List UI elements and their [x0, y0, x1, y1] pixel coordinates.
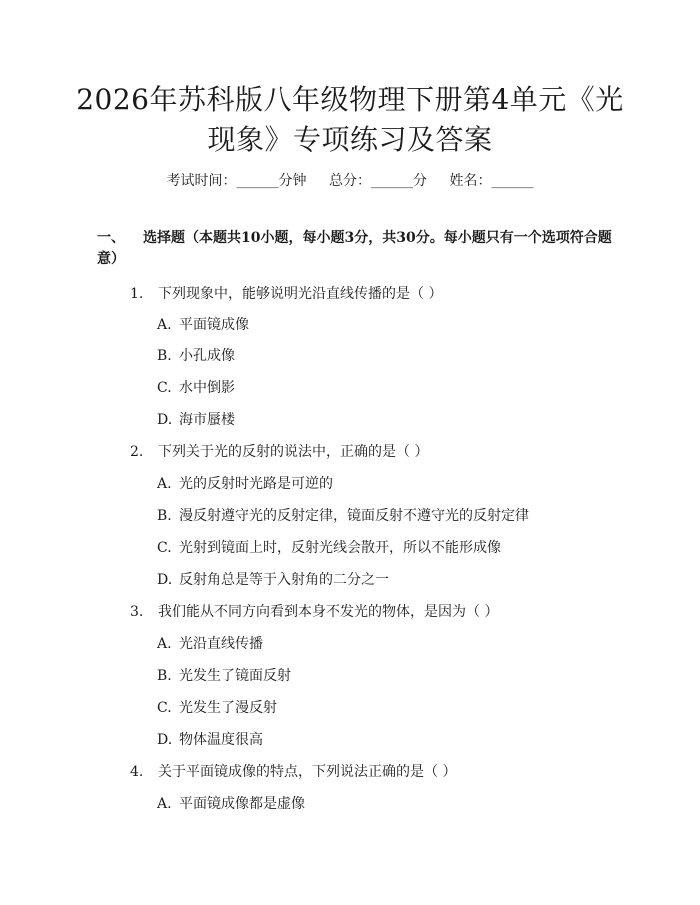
- option-letter: B.: [157, 348, 172, 364]
- question-1: [130, 283, 442, 303]
- option-letter: D.: [157, 732, 173, 748]
- question-text: 我们能从不同方向看到本身不发光的物体，是因为（ ）: [158, 604, 499, 620]
- option-text: 反射角总是等于入射角的二分之一: [179, 572, 389, 588]
- option-letter: A.: [157, 636, 172, 652]
- option-text: 海市蜃楼: [179, 412, 235, 428]
- option-text: 小孔成像: [179, 348, 235, 364]
- title-line-2: 现象》专项练习及答案: [207, 123, 493, 156]
- option-letter: C.: [157, 540, 172, 556]
- option-text: 漫反射遵守光的反射定律，镜面反射不遵守光的反射定律: [179, 508, 529, 524]
- question-2-option-d: [157, 569, 389, 589]
- section-heading: [97, 228, 617, 270]
- question-text: 关于平面镜成像的特点，下列说法正确的是（ ）: [158, 764, 457, 780]
- question-3-option-b: [157, 665, 291, 685]
- option-letter: A.: [157, 476, 172, 492]
- option-text: 光发生了漫反射: [179, 700, 277, 716]
- question-number: 3.: [130, 604, 144, 620]
- option-text: 光沿直线传播: [179, 636, 263, 652]
- option-text: 光发生了镜面反射: [179, 668, 291, 684]
- question-2: [130, 441, 428, 461]
- question-2-option-b: [157, 505, 529, 525]
- option-letter: C.: [157, 700, 172, 716]
- exam-time: 考试时间：______分钟: [166, 173, 307, 189]
- option-text: 平面镜成像: [179, 317, 249, 333]
- option-letter: C.: [157, 380, 172, 396]
- question-3-option-a: [157, 633, 263, 653]
- document-title: [60, 80, 640, 160]
- question-1-option-a: [157, 314, 249, 334]
- question-text: 下列现象中，能够说明光沿直线传播的是（ ）: [158, 286, 443, 302]
- question-1-option-b: [157, 345, 235, 365]
- title-line-1: 2026年苏科版八年级物理下册第4单元《光: [76, 83, 624, 116]
- question-3-option-d: [157, 729, 263, 749]
- question-4-option-a: [157, 793, 305, 813]
- option-letter: B.: [157, 668, 172, 684]
- question-3: [130, 601, 498, 621]
- option-text: 水中倒影: [179, 380, 235, 396]
- section-number: 一、: [97, 230, 125, 246]
- option-letter: A.: [157, 796, 172, 812]
- question-1-option-d: [157, 409, 235, 429]
- question-3-option-c: [157, 697, 277, 717]
- student-name: 姓名：______: [449, 173, 534, 189]
- exam-meta: [0, 170, 700, 190]
- option-letter: A.: [157, 317, 172, 333]
- option-text: 光射到镜面上时，反射光线会散开，所以不能形成像: [179, 540, 501, 556]
- question-text: 下列关于光的反射的说法中，正确的是（ ）: [158, 444, 429, 460]
- question-number: 4.: [130, 764, 144, 780]
- option-letter: D.: [157, 412, 173, 428]
- question-4: [130, 761, 456, 781]
- total-score: 总分：______分: [329, 173, 427, 189]
- question-number: 2.: [130, 444, 144, 460]
- option-text: 平面镜成像都是虚像: [179, 796, 305, 812]
- question-1-option-c: [157, 377, 235, 397]
- option-letter: D.: [157, 572, 173, 588]
- question-2-option-c: [157, 537, 501, 557]
- option-text: 光的反射时光路是可逆的: [179, 476, 333, 492]
- option-text: 物体温度很高: [179, 732, 263, 748]
- question-number: 1.: [130, 286, 144, 302]
- question-2-option-a: [157, 473, 333, 493]
- section-text: 选择题（本题共10小题，每小题3分，共30分。每小题只有一个选项符合题意）: [97, 230, 612, 267]
- option-letter: B.: [157, 508, 172, 524]
